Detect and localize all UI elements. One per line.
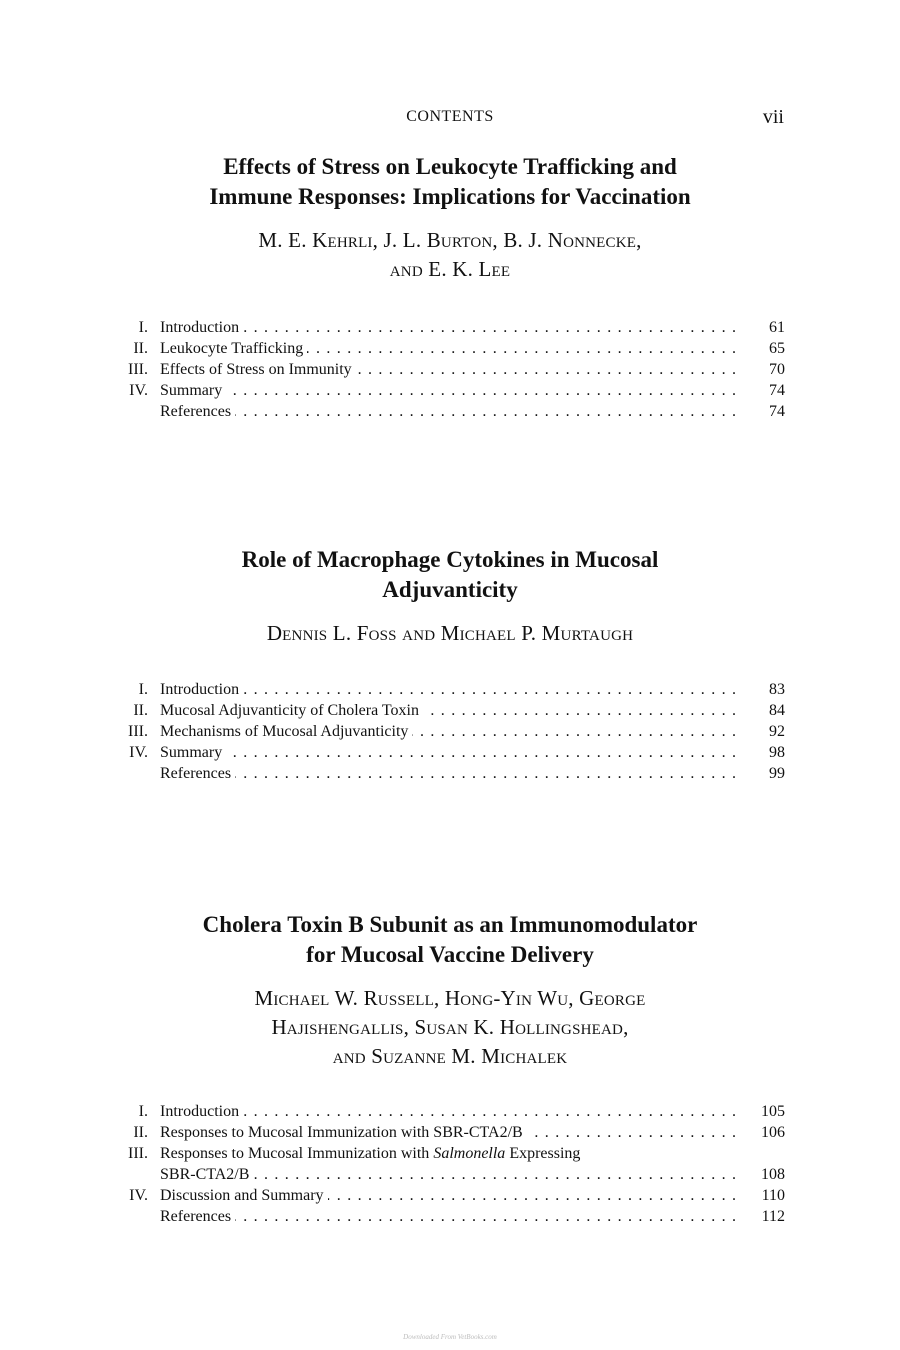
chapter-authors (0, 984, 900, 1071)
section-title: Introduction . . . (160, 317, 735, 338)
chapter-title-line: for Mucosal Vaccine Delivery (306, 942, 594, 967)
chapter-authors (0, 619, 900, 648)
section-title: References . . . (160, 1206, 735, 1227)
section-page: 99 (769, 765, 785, 782)
chapter-1 (0, 152, 900, 422)
chapter-title-line: Role of Macrophage Cytokines in Mucosal (241, 547, 659, 572)
chapter-3 (0, 910, 900, 1227)
section-number: II. (133, 340, 148, 357)
chapter-2 (0, 545, 900, 784)
section-number: I. (138, 319, 148, 336)
toc-entry[interactable] (0, 359, 900, 380)
author-line: M. E. Kehrli, J. L. Burton, B. J. Nonnecke, (258, 228, 642, 252)
author-line: and E. K. Lee (389, 257, 511, 281)
chapter-title-line: Cholera Toxin B Subunit as an Immunomodulator (202, 912, 698, 937)
section-title: Responses to Mucosal Immunization with SBR-CTA2/B . . . (160, 1122, 735, 1143)
toc-entry[interactable] (0, 700, 900, 721)
chapter-toc (0, 1101, 900, 1227)
author-line: Hajishengallis, Susan K. Hollingshead, (271, 1015, 629, 1039)
section-page: 83 (769, 681, 785, 698)
chapter-title (0, 545, 900, 605)
page-number: vii (762, 106, 784, 128)
toc-entry[interactable] (0, 401, 900, 422)
section-number: II. (133, 702, 148, 719)
section-page: 105 (761, 1103, 785, 1120)
section-title: SBR-CTA2/B . . . (160, 1164, 735, 1185)
section-page: 106 (761, 1124, 785, 1141)
section-page: 84 (769, 702, 785, 719)
section-page: 110 (761, 1187, 785, 1204)
chapter-title-line: Effects of Stress on Leukocyte Trafficking and (223, 154, 677, 179)
section-number: III. (128, 1145, 148, 1162)
download-watermark: Downloaded From VetBooks.com (403, 1333, 497, 1341)
section-title: Summary . . . (160, 380, 735, 401)
chapter-authors (0, 226, 900, 284)
section-number: IV. (129, 382, 148, 399)
author-line: Michael W. Russell, Hong-Yin Wu, George (254, 986, 646, 1010)
chapter-toc (0, 679, 900, 784)
section-number: IV. (129, 744, 148, 761)
toc-entry[interactable] (0, 679, 900, 700)
section-number: I. (138, 681, 148, 698)
toc-entry[interactable] (0, 1101, 900, 1122)
section-title-italic: Salmonella (433, 1145, 506, 1162)
toc-entry[interactable] (0, 1143, 900, 1164)
section-title: Effects of Stress on Immunity . . . (160, 359, 735, 380)
section-page: 65 (769, 340, 785, 357)
section-title: Leukocyte Trafficking . . . (160, 338, 735, 359)
section-title: Introduction . . . (160, 1101, 735, 1122)
section-number: III. (128, 361, 148, 378)
chapter-toc (0, 317, 900, 422)
section-page: 61 (769, 319, 785, 336)
toc-entry-continuation[interactable] (0, 1164, 900, 1185)
chapter-title (0, 152, 900, 212)
section-page: 74 (769, 382, 785, 399)
running-head-label: CONTENTS (406, 108, 494, 125)
section-title: Introduction . . . (160, 679, 735, 700)
section-page: 98 (769, 744, 785, 761)
section-number: I. (138, 1103, 148, 1120)
toc-entry[interactable] (0, 763, 900, 784)
toc-entry[interactable] (0, 1206, 900, 1227)
section-page: 108 (761, 1166, 785, 1183)
section-title: Mucosal Adjuvanticity of Cholera Toxin . . . (160, 700, 735, 721)
toc-entry[interactable] (0, 742, 900, 763)
chapter-title-line: Immune Responses: Implications for Vaccination (209, 184, 691, 209)
running-head (0, 108, 900, 130)
section-page: 112 (761, 1208, 785, 1225)
section-number: IV. (129, 1187, 148, 1204)
toc-entry[interactable] (0, 1185, 900, 1206)
section-number: II. (133, 1124, 148, 1141)
section-title: References . . . (160, 401, 735, 422)
toc-entry[interactable] (0, 317, 900, 338)
section-page: 70 (769, 361, 785, 378)
author-line: and Suzanne M. Michalek (332, 1044, 568, 1068)
section-number: III. (128, 723, 148, 740)
section-title: Discussion and Summary . . . (160, 1185, 735, 1206)
toc-entry[interactable] (0, 1122, 900, 1143)
chapter-title-line: Adjuvanticity (382, 577, 518, 602)
chapter-title (0, 910, 900, 970)
section-title: Mechanisms of Mucosal Adjuvanticity . . . (160, 721, 735, 742)
section-title: References . . . (160, 763, 735, 784)
author-line: Dennis L. Foss and Michael P. Murtaugh (266, 621, 634, 645)
section-title: Summary . . . (160, 742, 735, 763)
section-title: Responses to Mucosal Immunization with Salmonella Expressing (160, 1145, 581, 1162)
toc-entry[interactable] (0, 721, 900, 742)
toc-entry[interactable] (0, 380, 900, 401)
section-page: 74 (769, 403, 785, 420)
toc-entry[interactable] (0, 338, 900, 359)
section-page: 92 (769, 723, 785, 740)
